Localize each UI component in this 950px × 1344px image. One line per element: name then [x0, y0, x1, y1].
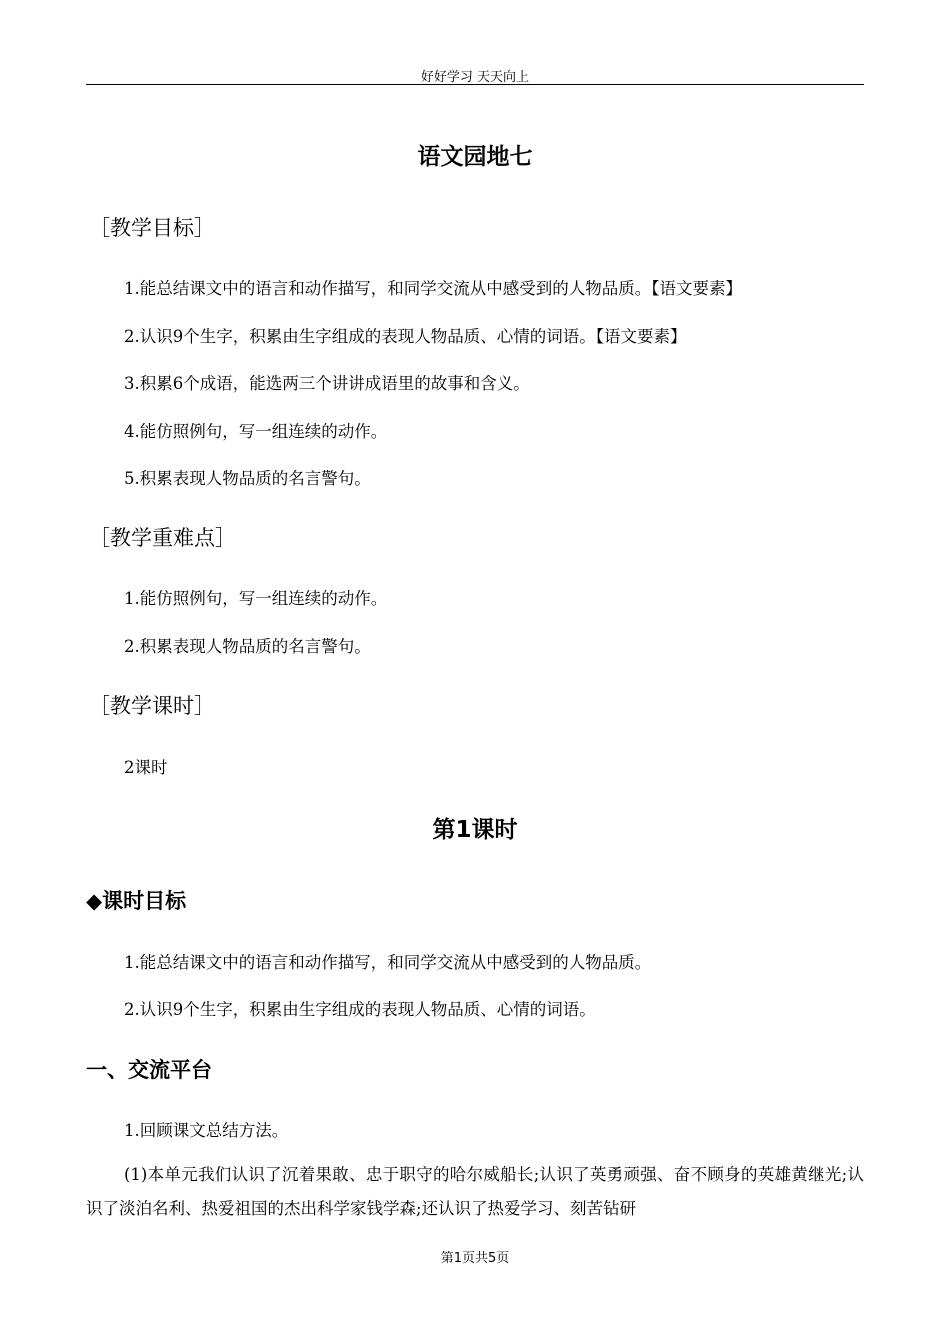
header-divider — [86, 84, 864, 85]
goal-item-3: 3.积累6个成语，能选两三个讲讲成语里的故事和含义。 — [124, 374, 530, 393]
lesson-1-title: 第1课时 — [432, 817, 518, 843]
goal-item-5: 5.积累表现人物品质的名言警句。 — [124, 469, 371, 488]
goal-item-2: 2.认识9个生字，积累由生字组成的表现人物品质、心情的词语。【语文要素】 — [124, 327, 687, 346]
heading-key-points: ［教学重难点］ — [89, 526, 236, 550]
heading-teaching-hours: ［教学课时］ — [89, 694, 215, 718]
heading-exchange-platform: 一、交流平台 — [86, 1058, 212, 1082]
page-footer-number: 第1页共5页 — [440, 1251, 510, 1266]
goal-item-1: 1.能总结课文中的语言和动作描写，和同学交流从中感受到的人物品质。【语文要素】 — [124, 279, 742, 298]
key-point-item-1: 1.能仿照例句，写一组连续的动作。 — [124, 589, 388, 608]
exchange-paragraph: (1)本单元我们认识了沉着果敢、忠于职守的哈尔威船长;认识了英勇顽强、奋不顾身的英雄黄继光;认识了淡泊名利、热爱祖国的杰出科学家钱学森;还认识了热爱学习、刻苦钻研 — [86, 1165, 864, 1218]
teaching-hours-text: 2课时 — [124, 758, 168, 777]
heading-lesson-objectives: ◆课时目标 — [86, 889, 187, 913]
key-point-item-2: 2.积累表现人物品质的名言警句。 — [124, 637, 371, 656]
exchange-item-1: 1.回顾课文总结方法。 — [124, 1121, 289, 1140]
lesson-objective-1: 1.能总结课文中的语言和动作描写，和同学交流从中感受到的人物品质。 — [124, 953, 652, 972]
page-header-text: 好好学习 天天向上 — [420, 70, 530, 85]
document-title: 语文园地七 — [417, 144, 533, 170]
lesson-objective-2: 2.认识9个生字，积累由生字组成的表现人物品质、心情的词语。 — [124, 1000, 596, 1019]
heading-teaching-goals: ［教学目标］ — [89, 216, 215, 240]
goal-item-4: 4.能仿照例句，写一组连续的动作。 — [124, 422, 388, 441]
